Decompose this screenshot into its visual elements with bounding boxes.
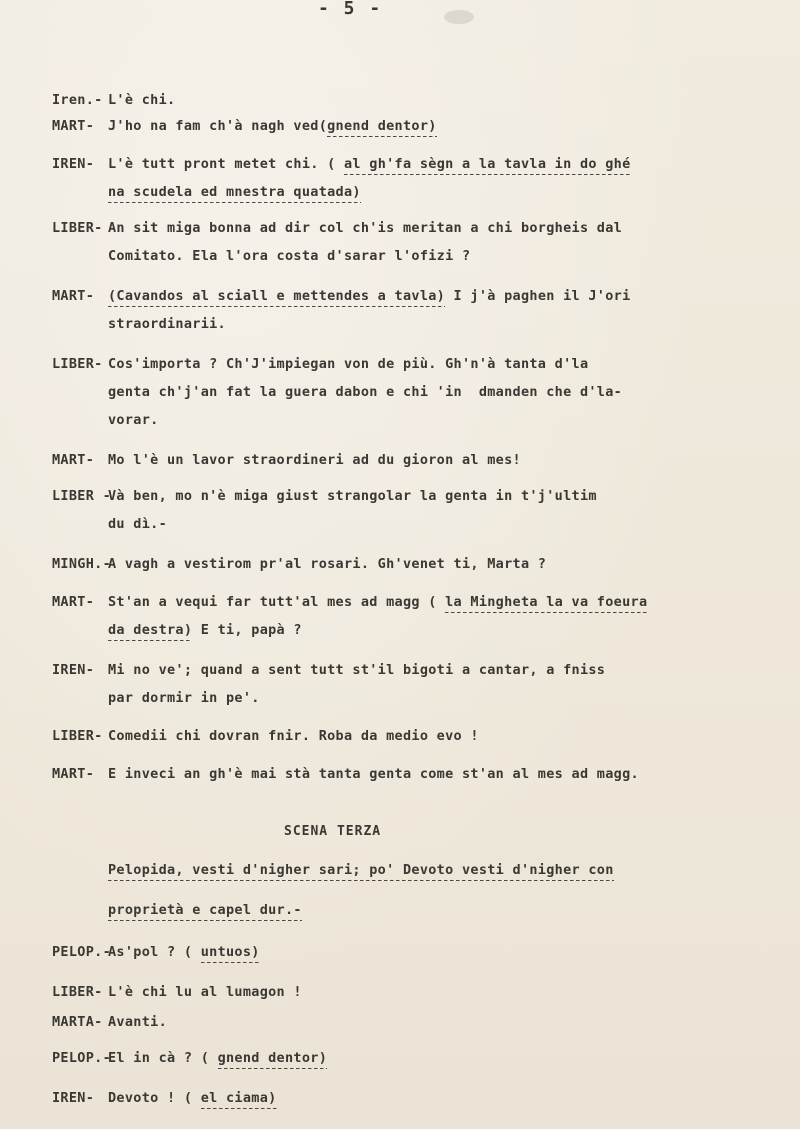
scene-heading: SCENA TERZA bbox=[284, 824, 382, 839]
speaker-label: LIBER- bbox=[52, 728, 103, 744]
speaker-label: MART- bbox=[52, 766, 95, 782]
speaker-label: IREN- bbox=[52, 1090, 95, 1106]
dialogue-line: As'pol ? ( untuos) bbox=[108, 944, 260, 960]
speaker-label: LIBER - bbox=[52, 488, 111, 504]
speaker-label: MART- bbox=[52, 594, 95, 610]
dialogue-line: Và ben, mo n'è miga giust strangolar la genta in t'j'ultim bbox=[108, 488, 597, 504]
dialogue-line: J'ho na fam ch'à nagh ved(gnend dentor) bbox=[108, 118, 437, 134]
speaker-label: MART- bbox=[52, 288, 95, 304]
dialogue-line: Mo l'è un lavor straordineri ad du gioron al mes! bbox=[108, 452, 521, 468]
dialogue-line: L'è chi lu al lumagon ! bbox=[108, 984, 302, 1000]
dialogue-line: An sit miga bonna ad dir col ch'is meritan a chi borgheis dal bbox=[108, 220, 623, 236]
speaker-label: PELOP.- bbox=[52, 1050, 111, 1066]
dialogue-line: A vagh a vestirom pr'al rosari. Gh'venet ti, Marta ? bbox=[108, 556, 547, 572]
dialogue-line: L'è tutt pront metet chi. ( al gh'fa sègn a la tavla in do ghé bbox=[108, 156, 631, 172]
speaker-label: MINGH.- bbox=[52, 556, 111, 572]
speaker-label: LIBER- bbox=[52, 356, 103, 372]
speaker-label: MART- bbox=[52, 118, 95, 134]
speaker-label: LIBER- bbox=[52, 984, 103, 1000]
dialogue-line: genta ch'j'an fat la guera dabon e chi 'in dmanden che d'la- bbox=[108, 384, 623, 400]
dialogue-line: L'è chi. bbox=[108, 92, 176, 108]
speaker-label: IREN- bbox=[52, 662, 95, 678]
speaker-label: PELOP.- bbox=[52, 944, 111, 960]
stage-direction-line: Pelopida, vesti d'nigher sari; po' Devoto vesti d'nigher con bbox=[108, 862, 614, 878]
dialogue-line: Avanti. bbox=[108, 1014, 167, 1030]
dialogue-line: da destra) E ti, papà ? bbox=[108, 622, 302, 638]
dialogue-line: Devoto ! ( el ciama) bbox=[108, 1090, 277, 1106]
dialogue-line: par dormir in pe'. bbox=[108, 690, 260, 706]
speaker-label: IREN- bbox=[52, 156, 95, 172]
dialogue-line: straordinarii. bbox=[108, 316, 226, 332]
page-number: - 5 - bbox=[318, 0, 383, 19]
speaker-label: MART- bbox=[52, 452, 95, 468]
dialogue-line: Cos'importa ? Ch'J'impiegan von de più. Gh'n'à tanta d'la bbox=[108, 356, 589, 372]
dialogue-line: (Cavandos al sciall e mettendes a tavla) I j'à paghen il J'ori bbox=[108, 288, 631, 304]
dialogue-line: vorar. bbox=[108, 412, 159, 428]
speaker-label: Iren.- bbox=[52, 92, 103, 108]
speaker-label: LIBER- bbox=[52, 220, 103, 236]
speaker-label: MARTA- bbox=[52, 1014, 103, 1030]
stage-direction-line: proprietà e capel dur.- bbox=[108, 902, 302, 918]
dialogue-line: E inveci an gh'è mai stà tanta genta come st'an al mes ad magg. bbox=[108, 766, 639, 782]
dialogue-line: El in cà ? ( gnend dentor) bbox=[108, 1050, 327, 1066]
dialogue-line: du dì.- bbox=[108, 516, 167, 532]
dialogue-line: Comedii chi dovran fnir. Roba da medio evo ! bbox=[108, 728, 479, 744]
dialogue-line: na scudela ed mnestra quatada) bbox=[108, 184, 361, 200]
ink-smudge bbox=[444, 10, 474, 24]
dialogue-line: Comitato. Ela l'ora costa d'sarar l'ofizi ? bbox=[108, 248, 471, 264]
dialogue-line: St'an a vequi far tutt'al mes ad magg ( la Mingheta la va foeura bbox=[108, 594, 647, 610]
dialogue-line: Mi no ve'; quand a sent tutt st'il bigoti a cantar, a fniss bbox=[108, 662, 606, 678]
